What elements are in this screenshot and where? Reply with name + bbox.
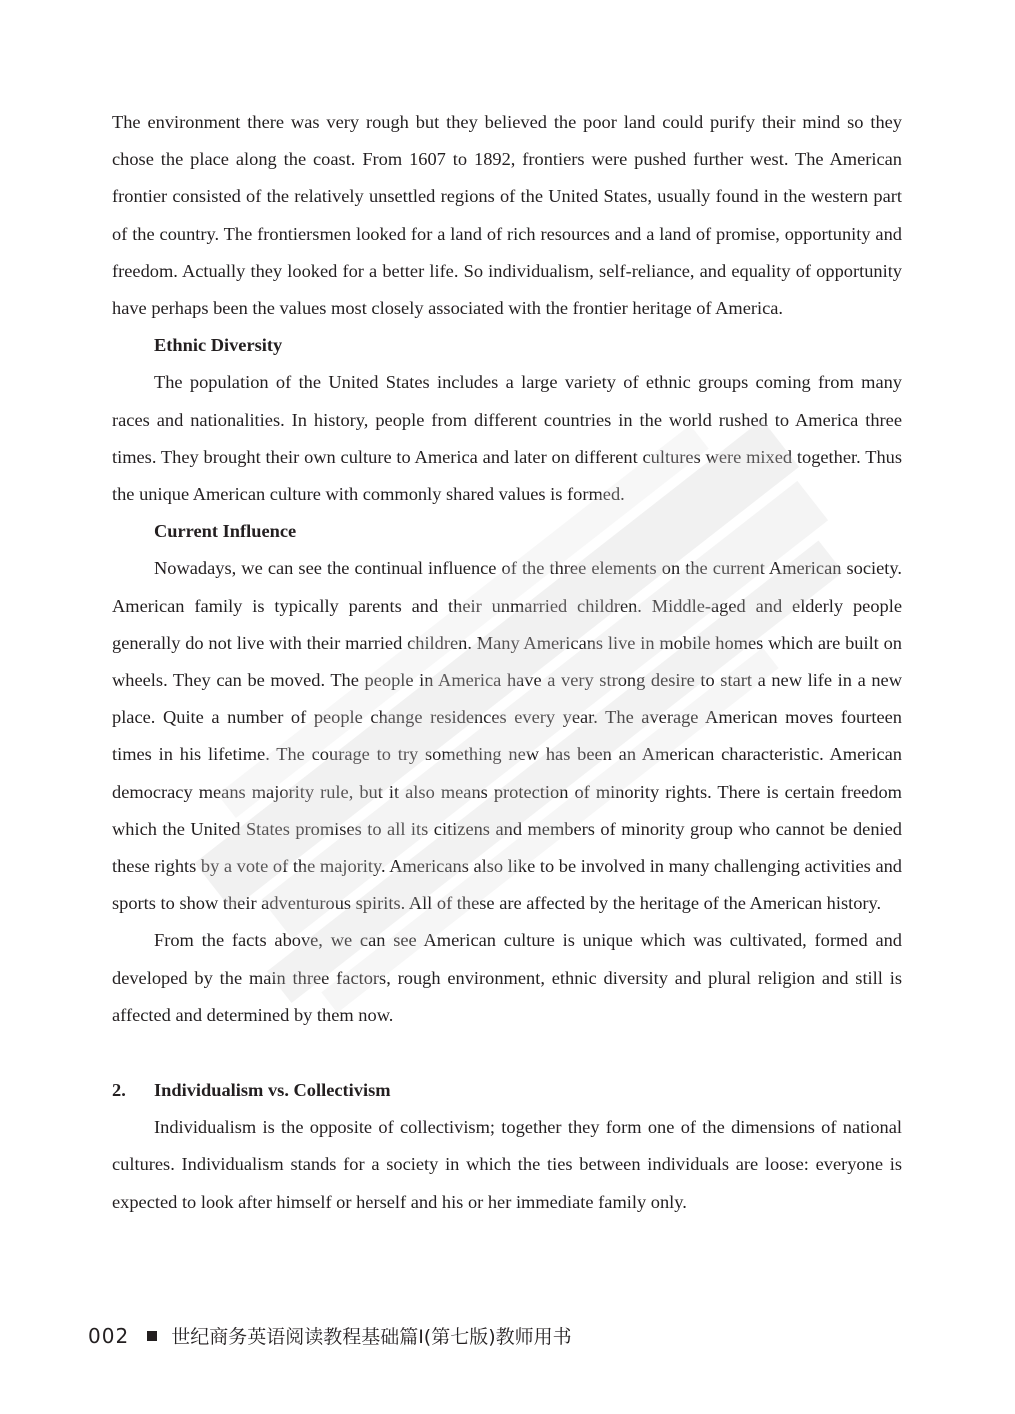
section-title: Individualism vs. Collectivism: [154, 1080, 391, 1101]
paragraph-ethnic-diversity: The population of the United States includes a large variety of ethnic groups coming from many races and nationalities. In history, people from different countries in the world rushed to America three times. They brought their own culture to America and later on different cultures were mixed together. Thus the unique American culture with commonly shared values is formed.: [112, 372, 902, 505]
page-footer: [88, 1322, 572, 1349]
paragraph-individualism: Individualism is the opposite of collectivism; together they form one of the dimensions of national cultures. Individualism stands for a society in which the ties between individuals are loose: everyone is expected to look after himself or herself and his or her immediate family only.: [112, 1117, 902, 1212]
heading-current-influence: Current Influence: [154, 521, 297, 542]
paragraph-current-influence: Nowadays, we can see the continual influence of the three elements on the current American society. American family is typically parents and their unmarried children. Middle-aged and elderly people generally do not live with their married children. Many Americans live in mobile homes which are built on wheels. They can be moved. The people in America have a very strong desire to start a new life in a new place. Quite a number of people change residences every year. The average American moves fourteen times in his lifetime. The courage to try something new has been an American characteristic. American democracy means majority rule, but it also means protection of minority rights. There is certain freedom which the United States promises to all its citizens and members of minority group who cannot be denied these rights by a vote of the majority. Americans also like to be involved in many challenging activities and sports to show their adventurous spirits. All of these are affected by the heritage of the American history.: [112, 558, 902, 914]
paragraph-frontier: The environment there was very rough but they believed the poor land could purify their mind so they chose the place along the coast. From 1607 to 1892, frontiers were pushed further west. The American frontier consisted of the relatively unsettled regions of the United States, usually found in the western part of the country. The frontiersmen looked for a land of rich resources and a land of promise, opportunity and freedom. Actually they looked for a better life. So individualism, self-reliance, and equality of opportunity have perhaps been the values most closely associated with the frontier heritage of America.: [112, 112, 902, 319]
page-number: 002: [88, 1323, 130, 1348]
section-number: 2.: [112, 1080, 126, 1101]
page-body: [112, 104, 902, 1221]
section-heading: [112, 1072, 902, 1109]
book-title: 世纪商务英语阅读教程基础篇Ⅰ(第七版)教师用书: [171, 1326, 572, 1348]
paragraph-conclusion: From the facts above, we can see American culture is unique which was cultivated, formed and developed by the main three factors, rough environment, ethnic diversity and plural religion and still is affected and determined by them now.: [112, 930, 902, 1025]
heading-ethnic-diversity: Ethnic Diversity: [154, 335, 283, 356]
square-separator-icon: [147, 1331, 157, 1341]
